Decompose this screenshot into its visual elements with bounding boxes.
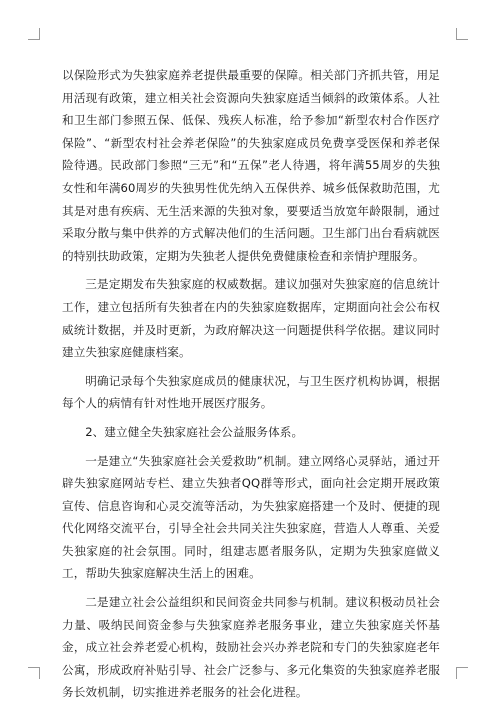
document-body <box>62 64 440 710</box>
paragraph-public-welfare: 二是建立社会公益组织和民间资金共同参与机制。建议积极动员社会力量、吸纳民间资金参与失独家庭养老服务事业，建立失独家庭关怀基金，成立社会养老爱心机构，鼓励社会兴办养老院和专门的失独家庭老年公寓，形成政府补贴引导、社会广泛参与、多元化集资的失独家庭养老服务长效机制，切实推进养老服务的社会化进程。 <box>62 595 440 700</box>
paragraph-insurance-policy: 以保险形式为失独家庭养老提供最重要的保障。相关部门齐抓共管，用足用活现有政策，建立相关社会资源向失独家庭适当倾斜的政策体系。人社和卫生部门参照五保、低保、残疾人标准，给予参加“新型农村合作医疗保险”、“新型农村社会养老保险”的失独家庭成员免费享受医保和养老保险待遇。民政部门参照“三无”和“五保”老人待遇，将年满55周岁的失独女性和年满60周岁的失独男性优先纳入五保供养、城乡低保救助范围，尤其是对患有疾病、无生活来源的失独对象，要要适当放宽年龄限制，通过采取分散与集中供养的方式解决他们的生活问题。卫生部门出台看病就医的特别扶助政策，定期为失独老人提供免费健康检查和亲情护理服务。 <box>62 68 440 263</box>
paragraph-health-records: 明确记录每个失独家庭成员的健康状况，与卫生医疗机构协调，根据每个人的病情有针对性地开展医疗服务。 <box>62 373 440 411</box>
section-heading-public-service: 2、建立健全失独家庭社会公益服务体系。 <box>85 424 304 439</box>
paragraph-care-mechanism: 一是建立“失独家庭社会关爱救助”机制。建立网络心灵驿站，通过开辟失独家庭网站专栏、建立失独者QQ群等形式，面向社会定期开展政策宣传、信息咨询和心灵交流等活动，为失独家庭搭建一个及时、便捷的现代化网络交流平台，引导全社会共同关注失独家庭，营造人人尊重、关爱失独家庭的社会氛围。同时，组建志愿者服务队，定期为失独家庭做义工，帮助失独家庭解决生活上的困难。 <box>62 453 440 581</box>
paragraph-data-release: 三是定期发布失独家庭的权威数据。建议加强对失独家庭的信息统计工作，建立包括所有失独者在内的失独家庭数据库，定期面向社会公布权威统计数据，并及时更新，为政府解决这一问题提供科学依据。建议同时建立失独家庭健康档案。 <box>62 277 440 360</box>
